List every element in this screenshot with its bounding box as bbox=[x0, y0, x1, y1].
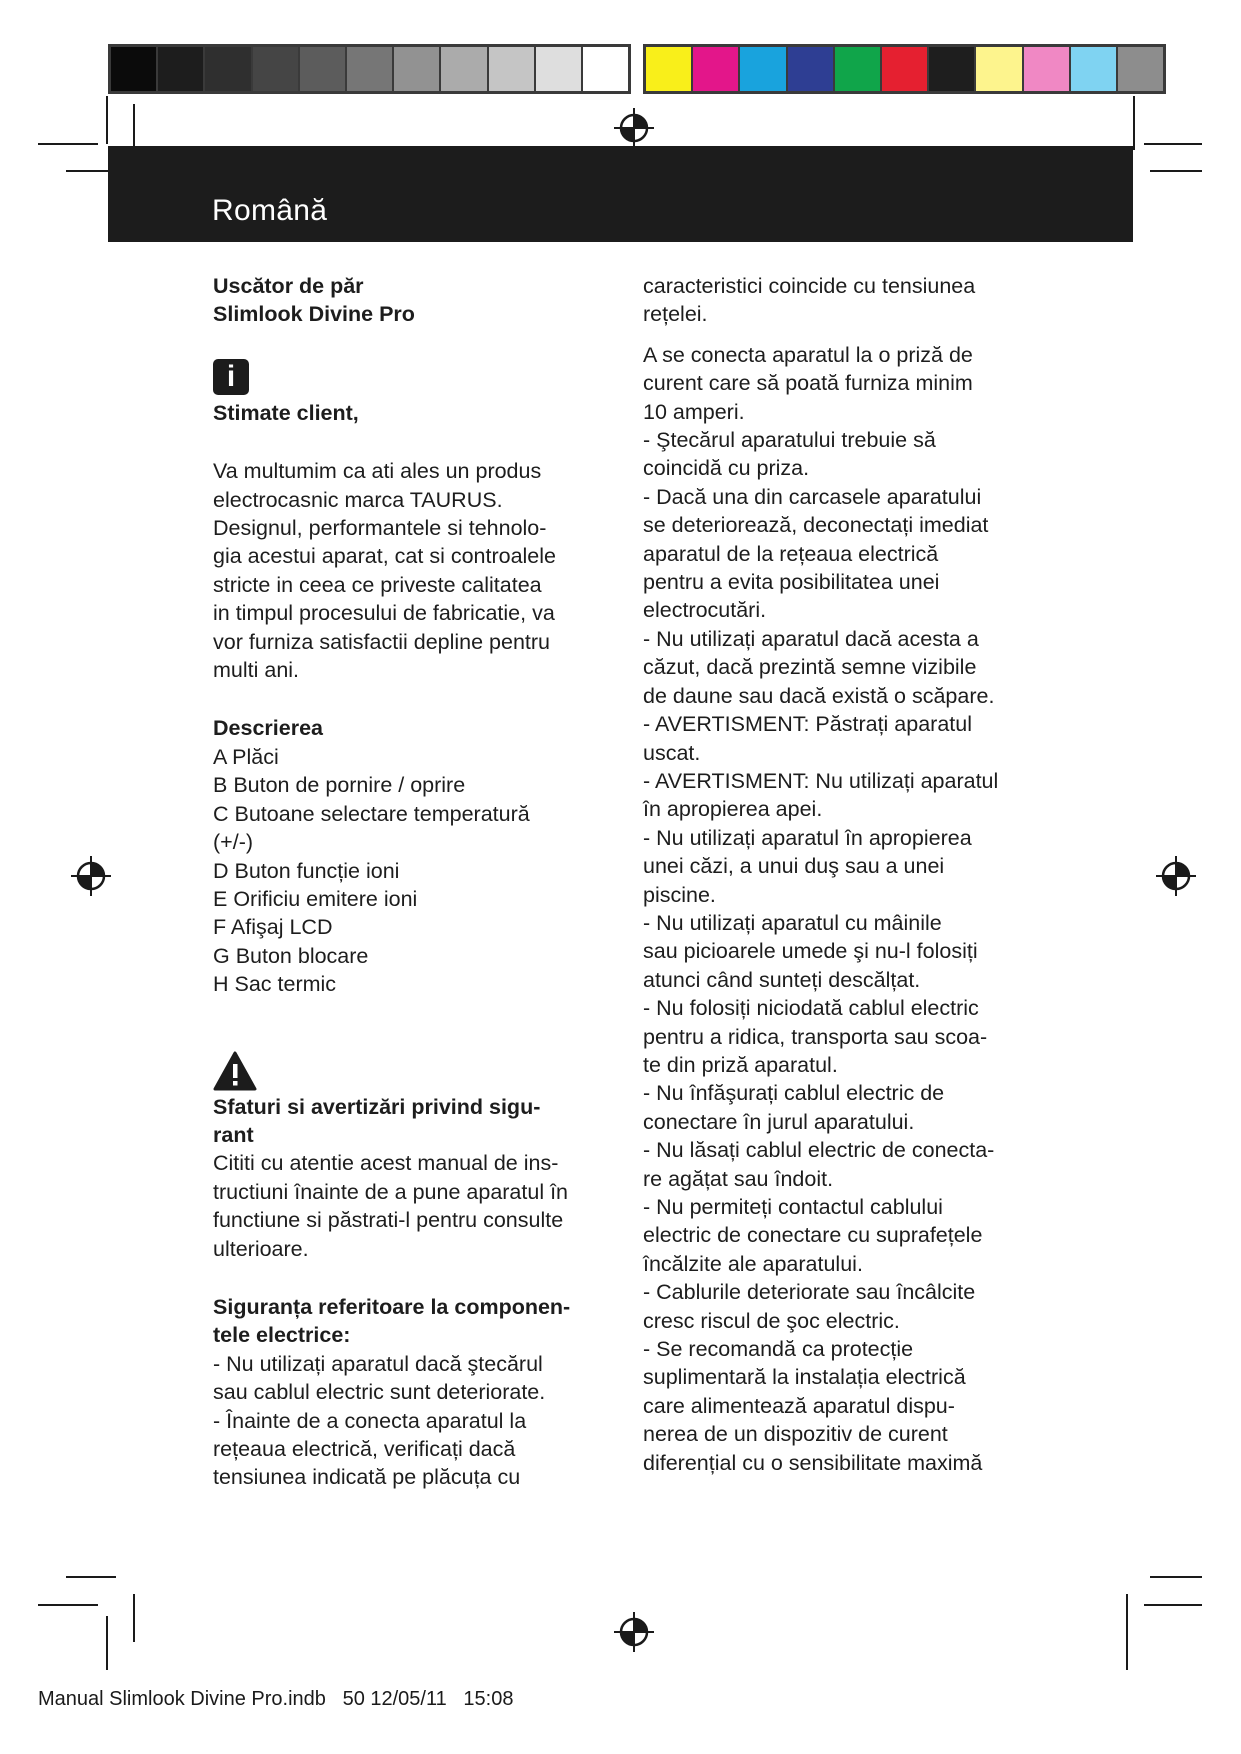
color-swatch bbox=[253, 47, 300, 91]
text-line: multi ani. bbox=[213, 658, 300, 683]
product-title-line2: Slimlook Divine Pro bbox=[213, 302, 415, 327]
text-line: F Afişaj LCD bbox=[213, 915, 333, 940]
text-line: Cititi cu atentie acest manual de ins- bbox=[213, 1151, 559, 1176]
color-swatch bbox=[536, 47, 583, 91]
color-swatch bbox=[1071, 47, 1118, 91]
left-column bbox=[213, 272, 613, 1492]
color-swatch bbox=[1118, 47, 1163, 91]
crop-mark-bottom-right-h2 bbox=[1144, 1604, 1202, 1606]
safety-heading bbox=[213, 1093, 613, 1150]
text-line: B Buton de pornire / oprire bbox=[213, 773, 466, 798]
greeting: Stimate client, bbox=[213, 400, 359, 425]
color-swatch bbox=[583, 47, 628, 91]
color-swatch bbox=[976, 47, 1023, 91]
text-line: încălzite ale aparatului. bbox=[643, 1251, 863, 1276]
text-line: caracteristici coincide cu tensiunea bbox=[643, 274, 976, 298]
text-line: Sfaturi si avertizări privind sigu- bbox=[213, 1094, 541, 1119]
intro-paragraph bbox=[213, 457, 613, 684]
text-line: Va multumim ca ati ales un produs bbox=[213, 459, 542, 484]
text-line: D Buton funcție ioni bbox=[213, 858, 400, 883]
text-line: - Cablurile deteriorate sau încâlcite bbox=[643, 1280, 976, 1305]
text-line: - Nu utilizați aparatul dacă ştecărul bbox=[213, 1351, 543, 1376]
text-line: conectare în jurul aparatului. bbox=[643, 1109, 915, 1134]
color-swatch bbox=[441, 47, 488, 91]
color-swatch bbox=[835, 47, 882, 91]
text-line: rețelei. bbox=[643, 302, 708, 327]
text-line: ulterioare. bbox=[213, 1236, 309, 1261]
text-line: de daune sau dacă există o scăpare. bbox=[643, 683, 995, 708]
text-line: care alimentează aparatul dispu- bbox=[643, 1393, 955, 1418]
color-swatch bbox=[929, 47, 976, 91]
crop-mark-top-right-h2 bbox=[1150, 170, 1202, 172]
color-swatch bbox=[788, 47, 835, 91]
text-line: diferențial cu o sensibilitate maximă bbox=[643, 1450, 983, 1475]
text-line: - Nu utilizați aparatul în apropierea bbox=[643, 825, 972, 850]
text-line: - Se recomandă ca protecție bbox=[643, 1337, 914, 1362]
text-line: stricte in ceea ce priveste calitatea bbox=[213, 572, 542, 597]
product-title-line1: Uscător de păr bbox=[213, 274, 364, 298]
text-line: tructiuni înainte de a pune aparatul în bbox=[213, 1179, 569, 1204]
crop-mark-bottom-left-v2 bbox=[133, 1594, 135, 1642]
text-line: - Nu înfăşurați cablul electric de bbox=[643, 1081, 945, 1106]
right-text-part1 bbox=[643, 272, 1043, 329]
color-swatch bbox=[111, 47, 158, 91]
text-line: unei căzi, a unui duş sau a unei bbox=[643, 854, 945, 879]
crop-mark-bottom-right-h bbox=[1150, 1576, 1202, 1578]
text-line: functiune si păstrati-l pentru consulte bbox=[213, 1208, 564, 1233]
text-line: vor furniza satisfactii depline pentru bbox=[213, 629, 551, 654]
crop-mark-top-right-v bbox=[1133, 96, 1135, 150]
crop-mark-top-left-v bbox=[106, 96, 108, 144]
text-line: gia acestui aparat, cat si controalele bbox=[213, 544, 557, 569]
description-list bbox=[213, 743, 613, 999]
language-header-band bbox=[108, 146, 1133, 242]
text-line: - Nu utilizați aparatul dacă acesta a bbox=[643, 626, 979, 651]
info-icon: i bbox=[213, 359, 249, 395]
electric-safety-text bbox=[213, 1350, 613, 1492]
text-line: - Nu lăsați cablul electric de conecta- bbox=[643, 1138, 995, 1163]
text-line: - Nu permiteți contactul cablului bbox=[643, 1195, 943, 1219]
text-line: A se conecta aparatul la o priză de bbox=[643, 342, 973, 367]
description-heading: Descrierea bbox=[213, 716, 323, 741]
crop-mark-bottom-right-v bbox=[1126, 1594, 1128, 1670]
registration-mark-bottom bbox=[614, 1612, 654, 1652]
text-line: pentru a ridica, transporta sau scoa- bbox=[643, 1024, 988, 1049]
text-line: uscat. bbox=[643, 740, 701, 765]
text-line: suplimentară la instalația electrică bbox=[643, 1365, 966, 1390]
text-line: 10 amperi. bbox=[643, 399, 745, 424]
text-line: în apropierea apei. bbox=[643, 797, 823, 822]
text-line: Designul, performantele si tehnolo- bbox=[213, 516, 547, 541]
text-line: piscine. bbox=[643, 882, 716, 907]
text-line: in timpul procesului de fabricatie, va bbox=[213, 601, 555, 626]
text-line: - AVERTISMENT: Nu utilizați aparatul bbox=[643, 768, 999, 793]
crop-mark-bottom-left-h bbox=[66, 1576, 116, 1578]
color-swatch bbox=[158, 47, 205, 91]
safety-paragraph bbox=[213, 1149, 613, 1263]
text-line: se deteriorează, deconectați imediat bbox=[643, 513, 989, 538]
color-swatch bbox=[205, 47, 252, 91]
color-swatch bbox=[347, 47, 394, 91]
text-line: H Sac termic bbox=[213, 972, 337, 997]
text-line: coincidă cu priza. bbox=[643, 456, 810, 481]
text-line: - AVERTISMENT: Păstrați aparatul bbox=[643, 712, 972, 737]
text-line: sau cablul electric sunt deteriorate. bbox=[213, 1380, 546, 1405]
text-line: aparatul de la rețeaua electrică bbox=[643, 541, 939, 566]
text-line: (+/-) bbox=[213, 830, 254, 855]
text-line: E Orificiu emitere ioni bbox=[213, 886, 418, 911]
registration-mark-right bbox=[1156, 856, 1196, 896]
text-line: pentru a evita posibilitatea unei bbox=[643, 570, 940, 595]
text-line: Siguranța referitoare la componen- bbox=[213, 1294, 571, 1319]
electric-safety-heading bbox=[213, 1293, 613, 1350]
color-swatch bbox=[693, 47, 740, 91]
text-line: - Nu utilizați aparatul cu mâinile bbox=[643, 910, 942, 935]
text-line: electric de conectare cu suprafețele bbox=[643, 1223, 983, 1248]
registration-mark-top bbox=[614, 108, 654, 148]
color-swatch bbox=[394, 47, 441, 91]
text-line: nerea de un dispozitiv de curent bbox=[643, 1422, 948, 1447]
text-line: tele electrice: bbox=[213, 1323, 351, 1348]
text-line: sau picioarele umede şi nu-l folosiți bbox=[643, 939, 978, 964]
text-line: atunci când sunteți descălțat. bbox=[643, 967, 921, 992]
text-line: tensiunea indicată pe plăcuța cu bbox=[213, 1465, 521, 1490]
text-line: A Plăci bbox=[213, 744, 279, 769]
warning-icon bbox=[213, 1051, 257, 1091]
text-line: - Dacă una din carcasele aparatului bbox=[643, 484, 982, 509]
text-line: - Nu folosiți niciodată cablul electric bbox=[643, 996, 979, 1021]
crop-mark-bottom-left-h2 bbox=[38, 1604, 98, 1606]
color-swatch bbox=[489, 47, 536, 91]
color-swatch bbox=[1024, 47, 1071, 91]
text-line: G Buton blocare bbox=[213, 943, 369, 968]
process-color-bar bbox=[643, 44, 1166, 94]
crop-mark-top-left-h bbox=[38, 143, 98, 145]
crop-mark-bottom-left-v bbox=[106, 1616, 108, 1670]
text-line: C Butoane selectare temperatură bbox=[213, 801, 530, 826]
text-line: te din priză aparatul. bbox=[643, 1052, 838, 1077]
text-line: cresc riscul de şoc electric. bbox=[643, 1308, 900, 1333]
text-line: - Ştecărul aparatului trebuie să bbox=[643, 428, 936, 453]
language-title: Română bbox=[212, 194, 328, 227]
grayscale-color-bar bbox=[108, 44, 631, 94]
text-line: - Înainte de a conecta aparatul la bbox=[213, 1408, 527, 1433]
text-line: curent care să poată furniza minim bbox=[643, 371, 973, 396]
color-swatch bbox=[740, 47, 787, 91]
text-line: rant bbox=[213, 1122, 254, 1147]
right-column bbox=[643, 272, 1043, 1477]
text-line: re agățat sau îndoit. bbox=[643, 1166, 834, 1191]
right-text-part2 bbox=[643, 341, 1043, 1477]
text-line: electrocasnic marca TAURUS. bbox=[213, 487, 503, 512]
crop-mark-top-right-h bbox=[1144, 143, 1202, 145]
text-line: rețeaua electrică, verificați dacă bbox=[213, 1437, 516, 1461]
color-swatch bbox=[882, 47, 929, 91]
text-line: electrocutări. bbox=[643, 598, 767, 623]
color-swatch bbox=[646, 47, 693, 91]
text-line: căzut, dacă prezintă semne vizibile bbox=[643, 655, 977, 680]
print-slug: Manual Slimlook Divine Pro.indb 50 12/05/11 15:08 bbox=[38, 1688, 514, 1710]
registration-mark-left bbox=[71, 856, 111, 896]
color-swatch bbox=[300, 47, 347, 91]
